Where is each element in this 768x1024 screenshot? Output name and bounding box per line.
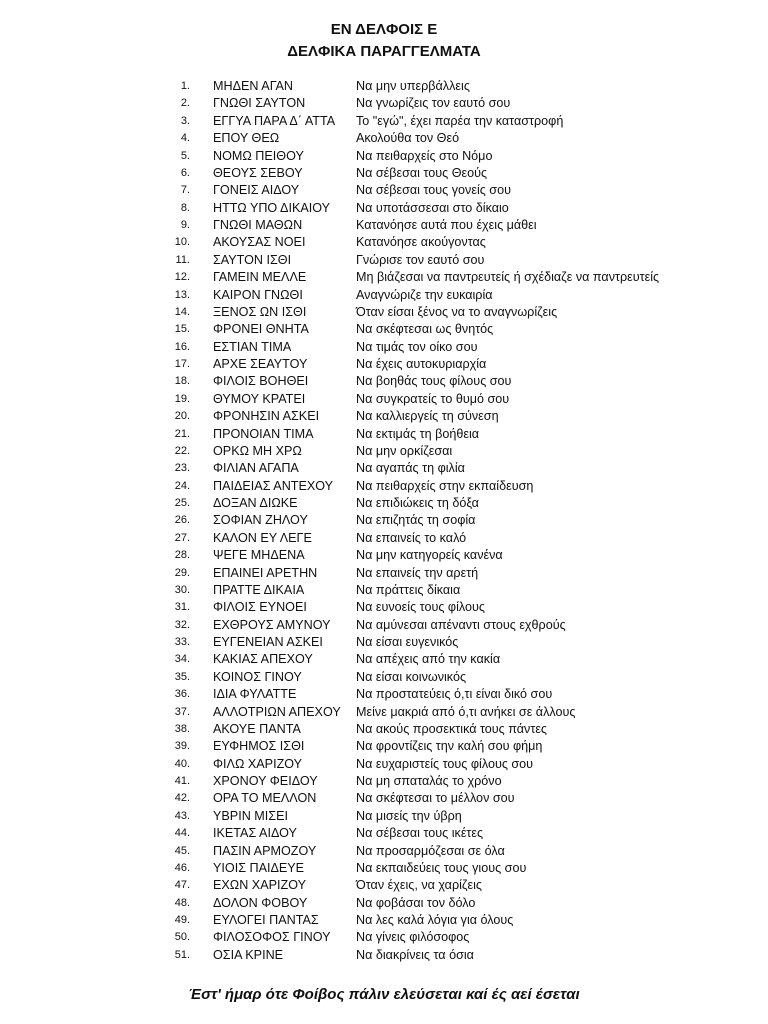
list-item: [0, 912, 768, 929]
list-item: [0, 669, 768, 686]
maxim-ancient-text: ΟΡΚΩ ΜΗ ΧΡΩ: [213, 443, 302, 458]
maxim-number: 26.: [174, 514, 190, 527]
maxim-ancient-text: ΦΙΛΟΙΣ ΒΟΗΘΕΙ: [213, 374, 309, 389]
maxim-number: 48.: [174, 896, 190, 909]
maxim-number: 24.: [174, 479, 190, 492]
list-item: [0, 565, 768, 582]
maxim-ancient-text: ΕΓΓΥΑ ΠΑΡΑ Δ΄ ΑΤΤΑ: [213, 113, 336, 128]
maxim-ancient-text: ΜΗΔΕΝ ΑΓΑΝ: [213, 79, 293, 93]
maxim-modern-text: Να σκέφτεσαι το μέλλον σου: [356, 791, 515, 806]
list-item: [0, 443, 768, 460]
maxim-ancient-text: ΠΑΙΔΕΙΑΣ ΑΝΤΕΧΟΥ: [213, 478, 334, 493]
maxim-modern-text: Αναγνώριζε την ευκαιρία: [356, 287, 493, 302]
list-item: [0, 148, 768, 165]
maxim-number: 49.: [174, 914, 190, 926]
maxims-list: [0, 78, 768, 964]
maxim-number: 39.: [174, 740, 190, 753]
list-item: [0, 704, 768, 721]
maxim-number: 50.: [174, 931, 190, 944]
maxim-modern-text: Να ευνοείς τους φίλους: [356, 600, 485, 615]
list-item: [0, 651, 768, 668]
list-item: [0, 929, 768, 946]
maxim-number: 3.: [180, 114, 190, 127]
maxim-modern-text: Να σκέφτεσαι ως θνητός: [356, 322, 494, 337]
maxim-modern-text: Να βοηθάς τους φίλους σου: [356, 374, 512, 389]
maxim-number: 22.: [174, 444, 190, 457]
maxim-number: 51.: [174, 948, 190, 961]
maxim-ancient-text: ΣΑΥΤΟΝ ΙΣΘΙ: [213, 252, 292, 267]
maxim-modern-text: Να μην κατηγορείς κανένα: [356, 548, 503, 563]
maxim-modern-text: Να επαινείς την αρετή: [356, 565, 479, 580]
maxim-ancient-text: ΚΑΛΟΝ ΕΥ ΛΕΓΕ: [213, 530, 312, 545]
maxim-modern-text: Να είσαι κοινωνικός: [356, 669, 467, 684]
maxim-ancient-text: ΙΚΕΤΑΣ ΑΙΔΟΥ: [213, 826, 297, 841]
list-item: [0, 686, 768, 703]
maxim-modern-text: Κατανόησε ακούγοντας: [356, 235, 486, 250]
maxim-modern-text: Να προσαρμόζεσαι σε όλα: [356, 843, 505, 858]
list-item: [0, 78, 768, 95]
maxim-modern-text: Να φροντίζεις την καλή σου φήμη: [356, 739, 543, 754]
maxim-modern-text: Να σέβεσαι τους γονείς σου: [356, 183, 511, 198]
maxim-modern-text: Να εκτιμάς τη βοήθεια: [356, 426, 480, 441]
maxim-ancient-text: ΕΥΛΟΓΕΙ ΠΑΝΤΑΣ: [213, 913, 319, 927]
maxim-modern-text: Μείνε μακριά από ό,τι ανήκει σε άλλους: [356, 704, 576, 719]
maxim-modern-text: Να μισείς την ύβρη: [356, 808, 462, 823]
list-item: [0, 321, 768, 338]
maxim-number: 42.: [174, 792, 190, 805]
maxim-number: 36.: [174, 688, 190, 701]
maxim-number: 4.: [180, 132, 190, 145]
maxim-number: 15.: [174, 323, 190, 336]
maxim-ancient-text: ΑΚΟΥΣΑΣ ΝΟΕΙ: [213, 235, 306, 250]
maxim-ancient-text: ΕΧΘΡΟΥΣ ΑΜΥΝΟΥ: [213, 617, 331, 632]
maxim-number: 10.: [174, 236, 190, 249]
maxim-number: 16.: [174, 340, 190, 353]
list-item: [0, 391, 768, 408]
maxim-modern-text: Να μην υπερβάλλεις: [356, 79, 470, 93]
maxim-number: 46.: [174, 861, 190, 874]
list-item: [0, 547, 768, 564]
list-item: [0, 182, 768, 199]
list-item: [0, 287, 768, 304]
maxim-ancient-text: ΠΑΣΙΝ ΑΡΜΟΖΟΥ: [213, 843, 317, 858]
maxim-ancient-text: ΦΡΟΝΗΣΙΝ ΑΣΚΕΙ: [213, 409, 320, 424]
maxim-modern-text: Να επιζητάς τη σοφία: [356, 513, 476, 528]
list-item: [0, 373, 768, 390]
list-item: [0, 634, 768, 651]
maxim-modern-text: Να απέχεις από την κακία: [356, 652, 501, 667]
maxim-modern-text: Να αμύνεσαι απέναντι στους εχθρούς: [356, 617, 566, 632]
maxim-number: 37.: [174, 705, 190, 718]
list-item: [0, 512, 768, 529]
maxim-number: 25.: [174, 497, 190, 509]
list-item: [0, 130, 768, 147]
maxim-modern-text: Να έχεις αυτοκυριαρχία: [356, 357, 487, 371]
maxim-ancient-text: ΨΕΓΕ ΜΗΔΕΝΑ: [213, 548, 305, 563]
maxim-ancient-text: ΕΧΩΝ ΧΑΡΙΖΟΥ: [213, 878, 306, 893]
maxim-number: 12.: [174, 271, 190, 284]
maxim-modern-text: Μη βιάζεσαι να παντρευτείς ή σχέδιαζε να παντρευτείς: [356, 270, 660, 285]
list-item: [0, 808, 768, 825]
maxim-ancient-text: ΕΥΓΕΝΕΙΑΝ ΑΣΚΕΙ: [213, 635, 323, 649]
maxim-modern-text: Να ευχαριστείς τους φίλους σου: [356, 756, 534, 771]
list-item: [0, 825, 768, 842]
maxim-number: 43.: [174, 809, 190, 822]
maxim-modern-text: Να γνωρίζεις τον εαυτό σου: [356, 96, 511, 111]
footer-quote: Έστ' ήμαρ ότε Φοίβος πάλιν ελεύσεται καί ές αεί έσεται: [188, 986, 580, 1003]
maxim-ancient-text: ΦΙΛΟΣΟΦΟΣ ΓΙΝΟΥ: [213, 930, 331, 945]
maxim-number: 9.: [180, 219, 190, 231]
maxim-number: 44.: [174, 827, 190, 840]
maxim-number: 34.: [174, 653, 190, 666]
maxim-ancient-text: ΚΑΙΡΟΝ ΓΝΩΘΙ: [213, 287, 303, 302]
maxim-number: 13.: [174, 288, 190, 301]
maxim-ancient-text: ΓΟΝΕΙΣ ΑΙΔΟΥ: [213, 183, 300, 198]
page-subtitle: ΔΕΛΦΙΚΑ ΠΑΡΑΓΓΕΛΜΑΤΑ: [287, 43, 481, 60]
list-item: [0, 165, 768, 182]
maxim-modern-text: Να επαινείς το καλό: [356, 530, 467, 545]
list-item: [0, 582, 768, 599]
maxim-modern-text: Να σέβεσαι τους Θεούς: [356, 165, 488, 180]
maxim-number: 40.: [174, 757, 190, 770]
maxim-modern-text: Να μην ορκίζεσαι: [356, 443, 453, 458]
maxim-number: 11.: [175, 253, 190, 266]
maxim-number: 30.: [174, 583, 190, 596]
maxim-modern-text: Να προστατεύεις ό,τι είναι δικό σου: [356, 687, 553, 702]
list-item: [0, 269, 768, 286]
list-item: [0, 947, 768, 964]
maxim-number: 19.: [174, 392, 190, 405]
maxim-modern-text: Να τιμάς τον οίκο σου: [356, 339, 478, 354]
maxim-modern-text: Όταν έχεις, να χαρίζεις: [356, 878, 482, 893]
maxim-number: 6.: [180, 166, 190, 179]
maxim-number: 1.: [180, 80, 190, 92]
list-item: [0, 339, 768, 356]
page-title: ΕΝ ΔΕΛΦΟΙΣ Ε: [330, 21, 438, 38]
maxim-ancient-text: ΝΟΜΩ ΠΕΙΘΟΥ: [213, 148, 304, 163]
maxim-modern-text: Όταν είσαι ξένος να το αναγνωρίζεις: [356, 304, 558, 319]
maxim-number: 7.: [180, 184, 190, 197]
list-item: [0, 304, 768, 321]
maxim-number: 20.: [174, 410, 190, 423]
maxim-modern-text: Το "εγώ", έχει παρέα την καταστροφή: [356, 113, 564, 128]
maxim-number: 21.: [174, 427, 190, 440]
maxim-ancient-text: ΦΡΟΝΕΙ ΘΝΗΤΑ: [213, 322, 309, 337]
maxim-number: 5.: [180, 149, 190, 162]
maxim-modern-text: Να αγαπάς τη φιλία: [356, 461, 465, 476]
maxim-modern-text: Να μη σπαταλάς το χρόνο: [356, 774, 502, 788]
maxim-ancient-text: ΚΟΙΝΟΣ ΓΙΝΟΥ: [213, 669, 302, 684]
list-item: [0, 217, 768, 234]
maxim-ancient-text: ΕΥΦΗΜΟΣ ΙΣΘΙ: [213, 739, 305, 754]
maxim-ancient-text: ΟΣΙΑ ΚΡΙΝΕ: [213, 947, 284, 962]
maxim-number: 47.: [174, 879, 190, 892]
maxim-ancient-text: ΔΟΛΟΝ ΦΟΒΟΥ: [213, 895, 308, 910]
maxim-modern-text: Να επιδιώκεις τη δόξα: [356, 496, 479, 510]
maxim-number: 23.: [174, 462, 190, 475]
list-item: [0, 460, 768, 477]
list-item: [0, 843, 768, 860]
maxim-ancient-text: ΕΣΤΙΑΝ ΤΙΜΑ: [213, 339, 292, 354]
list-item: [0, 877, 768, 894]
maxim-ancient-text: ΠΡΑΤΤΕ ΔΙΚΑΙΑ: [213, 582, 305, 597]
maxim-number: 17.: [174, 358, 190, 370]
maxim-ancient-text: ΦΙΛΙΑΝ ΑΓΑΠΑ: [213, 461, 299, 476]
maxim-modern-text: Κατανόησε αυτά που έχεις μάθει: [356, 218, 537, 232]
maxim-ancient-text: ΓΝΩΘΙ ΜΑΘΩΝ: [213, 218, 303, 232]
maxim-ancient-text: ΓΝΩΘΙ ΣΑΥΤΟΝ: [213, 96, 306, 111]
maxim-modern-text: Να πειθαρχείς στην εκπαίδευση: [356, 478, 534, 493]
maxim-ancient-text: ΘΕΟΥΣ ΣΕΒΟΥ: [213, 165, 303, 180]
list-item: [0, 599, 768, 616]
maxim-ancient-text: ΚΑΚΙΑΣ ΑΠΕΧΟΥ: [213, 652, 313, 667]
maxim-ancient-text: ΓΑΜΕΙΝ ΜΕΛΛΕ: [213, 270, 307, 285]
maxim-number: 45.: [174, 844, 190, 857]
maxim-ancient-text: ΘΥΜΟΥ ΚΡΑΤΕΙ: [213, 391, 306, 406]
maxim-modern-text: Να υποτάσσεσαι στο δίκαιο: [356, 200, 509, 215]
list-item: [0, 860, 768, 877]
maxim-ancient-text: ΞΕΝΟΣ ΩΝ ΙΣΘΙ: [213, 304, 307, 319]
maxim-number: 28.: [174, 549, 190, 562]
maxim-modern-text: Γνώρισε τον εαυτό σου: [356, 252, 485, 267]
maxim-ancient-text: ΔΟΞΑΝ ΔΙΩΚΕ: [213, 496, 298, 510]
maxim-modern-text: Να πειθαρχείς στο Νόμο: [356, 148, 493, 163]
maxim-ancient-text: ΦΙΛΟΙΣ ΕΥΝΟΕΙ: [213, 600, 307, 615]
list-item: [0, 895, 768, 912]
maxim-ancient-text: ΑΚΟΥΕ ΠΑΝΤΑ: [213, 721, 301, 736]
maxim-number: 31.: [174, 601, 190, 614]
maxim-number: 18.: [174, 375, 190, 388]
maxim-number: 14.: [174, 305, 190, 318]
maxim-modern-text: Να συγκρατείς το θυμό σου: [356, 391, 510, 406]
maxim-modern-text: Να σέβεσαι τους ικέτες: [356, 826, 484, 841]
list-item: [0, 773, 768, 790]
maxim-number: 35.: [174, 670, 190, 683]
list-item: [0, 408, 768, 425]
list-item: [0, 790, 768, 807]
maxim-ancient-text: ΠΡΟΝΟΙΑΝ ΤΙΜΑ: [213, 426, 314, 441]
maxim-ancient-text: ΙΔΙΑ ΦΥΛΑΤΤΕ: [213, 687, 297, 702]
maxim-ancient-text: ΕΠΑΙΝΕΙ ΑΡΕΤΗΝ: [213, 565, 318, 580]
maxim-ancient-text: ΣΟΦΙΑΝ ΖΗΛΟΥ: [213, 513, 308, 528]
maxim-modern-text: Να διακρίνεις τα όσια: [356, 947, 474, 962]
list-item: [0, 95, 768, 112]
maxim-ancient-text: ΧΡΟΝΟΥ ΦΕΙΔΟΥ: [213, 774, 318, 788]
list-item: [0, 721, 768, 738]
list-item: [0, 200, 768, 217]
maxim-modern-text: Να πράττεις δίκαια: [356, 582, 461, 597]
maxim-modern-text: Να φοβάσαι τον δόλο: [356, 895, 476, 910]
list-item: [0, 113, 768, 130]
maxim-modern-text: Να λες καλά λόγια για όλους: [356, 913, 514, 927]
list-item: [0, 738, 768, 755]
maxim-number: 33.: [174, 636, 190, 648]
maxim-modern-text: Ακολούθα τον Θεό: [356, 131, 460, 146]
maxim-modern-text: Να εκπαιδεύεις τους γιους σου: [356, 860, 527, 875]
maxim-ancient-text: ΑΡΧΕ ΣΕΑΥΤΟΥ: [213, 357, 308, 371]
maxim-number: 8.: [180, 201, 190, 214]
list-item: [0, 495, 768, 512]
maxim-number: 27.: [174, 531, 190, 544]
list-item: [0, 756, 768, 773]
maxim-modern-text: Να είσαι ευγενικός: [356, 635, 459, 649]
list-item: [0, 426, 768, 443]
maxim-modern-text: Να ακούς προσεκτικά τους πάντες: [356, 721, 547, 736]
maxim-modern-text: Να γίνεις φιλόσοφος: [356, 930, 470, 945]
maxim-number: 29.: [174, 566, 190, 579]
list-item: [0, 356, 768, 373]
maxim-ancient-text: ΟΡΑ ΤΟ ΜΕΛΛΟΝ: [213, 791, 317, 806]
maxim-ancient-text: ΑΛΛΟΤΡΙΩΝ ΑΠΕΧΟΥ: [213, 704, 341, 719]
list-item: [0, 252, 768, 269]
maxim-ancient-text: ΕΠΟΥ ΘΕΩ: [213, 131, 280, 146]
maxim-number: 38.: [174, 722, 190, 735]
maxim-ancient-text: ΥΒΡΙΝ ΜΙΣΕΙ: [213, 808, 288, 823]
list-item: [0, 617, 768, 634]
list-item: [0, 478, 768, 495]
maxim-ancient-text: ΗΤΤΩ ΥΠΟ ΔΙΚΑΙΟΥ: [213, 200, 331, 215]
list-item: [0, 530, 768, 547]
maxim-number: 32.: [174, 618, 190, 631]
maxim-number: 41.: [174, 775, 190, 787]
maxim-ancient-text: ΦΙΛΩ ΧΑΡΙΖΟΥ: [213, 756, 303, 771]
maxim-modern-text: Να καλλιεργείς τη σύνεση: [356, 409, 499, 424]
maxim-ancient-text: ΥΙΟΙΣ ΠΑΙΔΕΥΕ: [213, 860, 305, 875]
list-item: [0, 234, 768, 251]
maxim-number: 2.: [180, 97, 190, 110]
